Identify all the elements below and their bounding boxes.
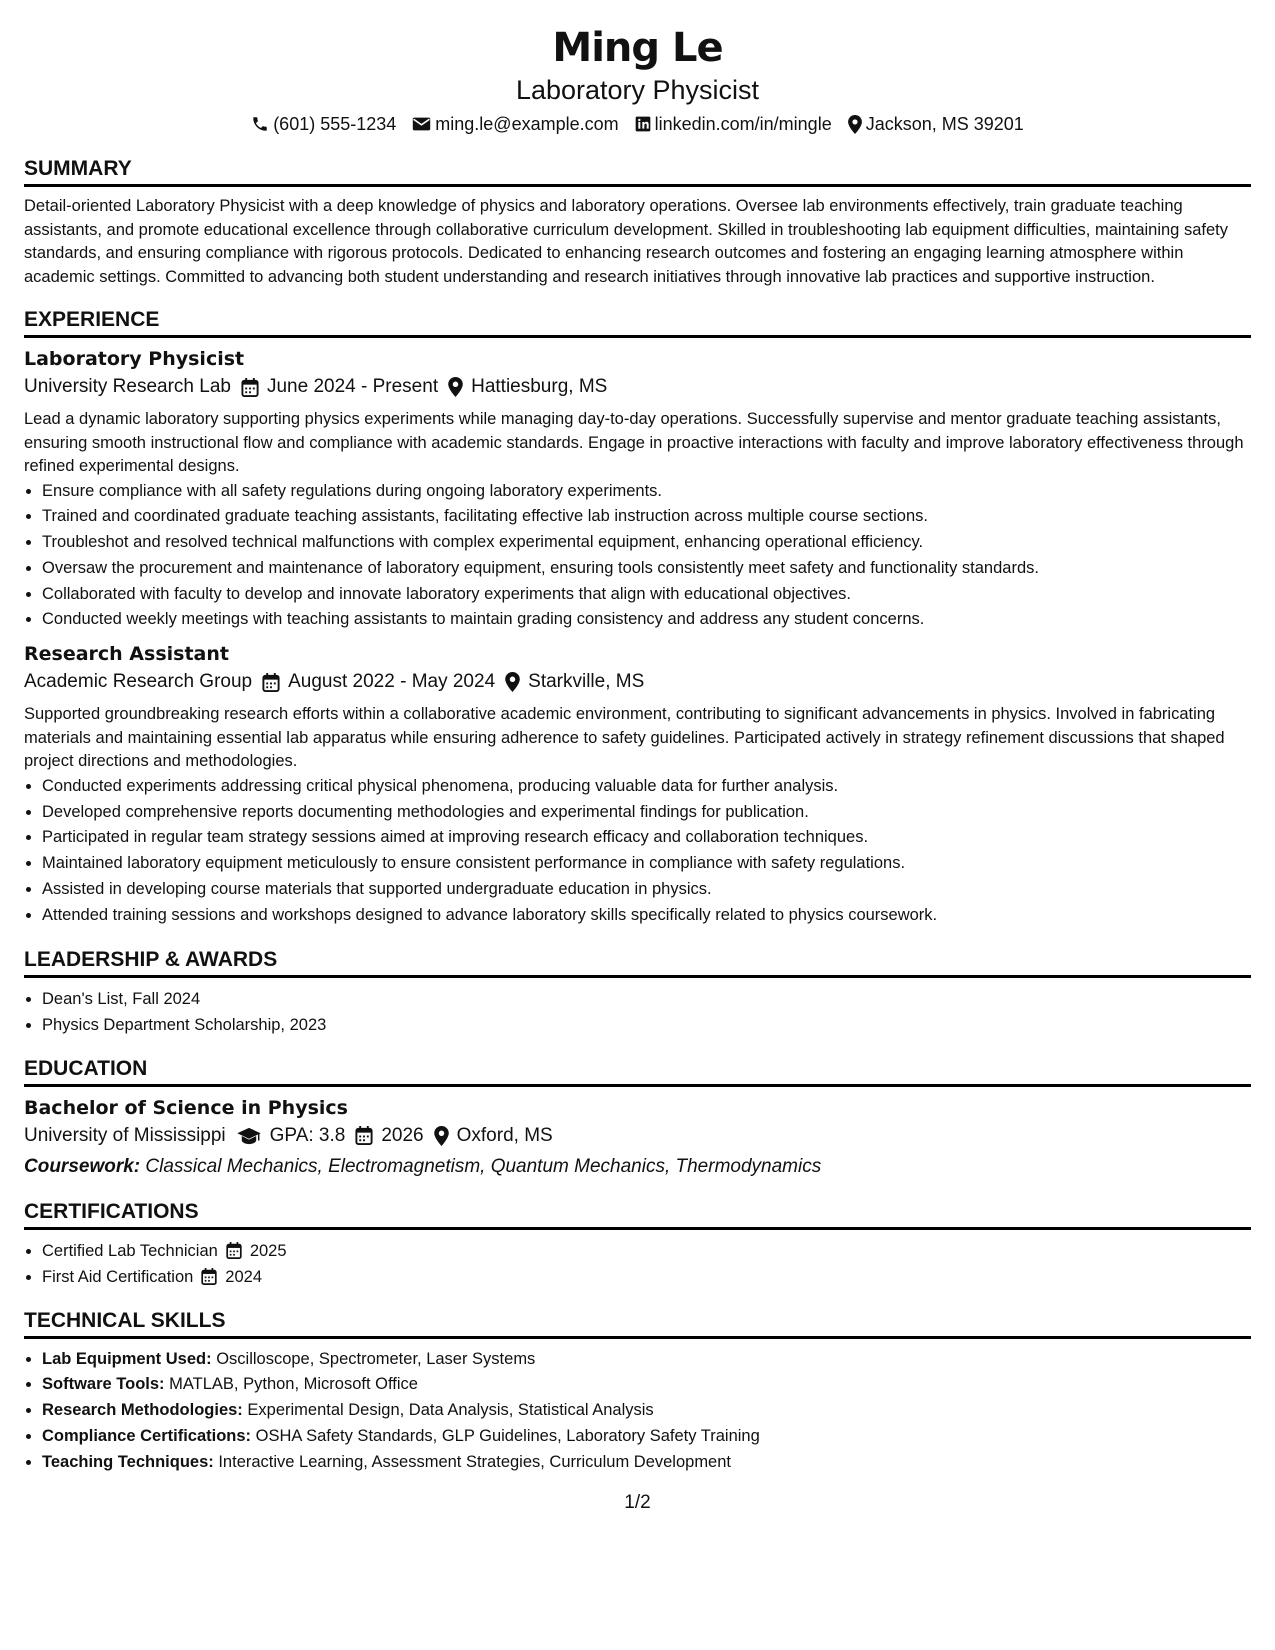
skill-value: Experimental Design, Data Analysis, Statistical Analysis [247,1401,654,1420]
list-item: • Ensure compliance with all safety regulations during ongoing laboratory experiments. [42,479,1251,505]
job-org: Academic Research Group [24,671,253,693]
job-description: Lead a dynamic laboratory supporting physics experiments while managing day-to-day operations. Successfully supervise and mentor graduate teaching assistants, ensuring smooth instructional flow and compliance with academic standards. Engage in proactive interactions with faculty and improve laboratory effectiveness through refined experimental designs. [24,410,1244,475]
candidate-name: Ming Le [552,25,723,71]
list-item [42,1424,1251,1450]
experience-heading: EXPERIENCE [24,307,1251,338]
graduation-cap-icon [236,1127,262,1145]
calendar-icon [201,1268,217,1285]
list-item: • Developed comprehensive reports documenting methodologies and experimental findings for publication. [42,800,1251,826]
job-meta [24,667,1251,697]
coursework-line [24,1153,1251,1181]
job-entry [24,346,1251,633]
job-dates: June 2024 - Present [266,376,439,397]
list-item: • Conducted experiments addressing critical physical phenomena, producing valuable data for further analysis. [42,774,1251,800]
list-item: • Oversaw the procurement and maintenance of laboratory equipment, ensuring tools consistently meet safety and functionality standards. [42,556,1251,582]
cert-name: • First Aid Certification [42,1267,194,1286]
contact-linkedin[interactable] [635,112,832,136]
calendar-icon [226,1242,242,1259]
job-location: Starkville, MS [528,671,645,693]
job-bullets [24,479,1251,634]
list-item [42,1398,1251,1424]
list-item: • Assisted in developing course materials that supported undergraduate education in physics. [42,877,1251,903]
coursework-text: Classical Mechanics, Electromagnetism, Quantum Mechanics, Thermodynamics [145,1155,822,1177]
list-item: • Participated in regular team strategy sessions aimed at improving research efficacy and collaboration techniques. [42,825,1251,851]
skill-label: Teaching Techniques: [42,1452,214,1471]
email-text: ming.le@example.com [435,114,619,134]
job-description: Supported groundbreaking research efforts within a collaborative academic environment, contributing to significant advancements in physics. Involved in fabricating materials and maintaining essential lab apparatus while ensuring adherence to safety guidelines. Participated actively in strategy refinement discussions that shaped project directions and methodologies. [24,705,1225,771]
contact-phone[interactable] [251,112,396,136]
skills-list [24,1347,1251,1476]
coursework-label: Coursework: [24,1155,141,1177]
job-org: University Research Lab [24,376,231,397]
calendar-icon [355,1126,373,1145]
certifications-list [24,1238,1251,1290]
linkedin-text: linkedin.com/in/mingle [654,114,832,134]
leadership-heading: LEADERSHIP & AWARDS [24,947,1251,978]
map-pin-icon [848,115,862,134]
map-pin-icon [448,377,463,397]
contact-email[interactable] [412,112,618,136]
job-entry [24,641,1251,928]
list-item: • Conducted weekly meetings with teaching assistants to maintain grading consistency and address any student concerns. [42,607,1251,633]
skill-value: OSHA Safety Standards, GLP Guidelines, Laboratory Safety Training [255,1426,760,1445]
contact-location [848,112,1024,136]
job-title: Laboratory Physicist [24,348,245,370]
education-heading: EDUCATION [24,1056,1251,1087]
cert-year: 2025 [249,1241,287,1260]
phone-text: (601) 555-1234 [273,114,397,134]
job-bullets [24,774,1251,929]
map-pin-icon [505,672,520,692]
cert-year: 2024 [225,1267,263,1286]
job-title: Research Assistant [24,643,229,666]
list-item [42,1238,1251,1264]
school-location: Oxford, MS [456,1124,553,1146]
leadership-list [24,986,1251,1038]
envelope-icon [412,116,431,132]
contact-bar [24,112,1251,136]
list-item [42,1347,1251,1373]
graduation-year: 2026 [381,1124,424,1146]
skill-value: MATLAB, Python, Microsoft Office [169,1375,418,1394]
list-item: • Trained and coordinated graduate teaching assistants, facilitating effective lab instruction across multiple course sections. [42,504,1251,530]
job-meta [24,372,1251,402]
list-item: • Maintained laboratory equipment meticulously to ensure consistent performance in compliance with safety regulations. [42,851,1251,877]
skill-label: Compliance Certifications: [42,1426,252,1445]
location-text: Jackson, MS 39201 [865,114,1024,134]
cert-name: • Certified Lab Technician [42,1241,218,1260]
skill-label: Research Methodologies: [42,1401,243,1420]
job-dates: August 2022 - May 2024 [288,671,496,693]
degree-title: Bachelor of Science in Physics [24,1096,348,1119]
candidate-role: Laboratory Physicist [515,75,760,105]
calendar-icon [262,673,280,692]
skill-label: Lab Equipment Used: [42,1349,212,1368]
job-location: Hattiesburg, MS [471,376,608,397]
skill-value: Interactive Learning, Assessment Strategies, Curriculum Development [218,1452,731,1471]
list-item [42,1264,1251,1290]
list-item: • Attended training sessions and workshops designed to advance laboratory skills specifically related to physics coursework. [42,903,1251,929]
skill-label: Software Tools: [42,1375,165,1394]
page-number: 1/2 [624,1492,651,1513]
summary-text: Detail-oriented Laboratory Physicist with a deep knowledge of physics and laboratory operations. Oversee lab environments effectively, train graduate teaching assistants, and promote educational excellence through collaborative curriculum development. Skilled in troubleshooting lab equipment difficulties, maintaining safety standards, and ensuring compliance with rigorous protocols. Dedicated to enhancing research outcomes and fostering an engaging learning atmosphere within academic settings. Committed to advancing both student understanding and research initiatives through innovative lab practices and supportive instruction. [24,197,1228,286]
skill-value: Oscilloscope, Spectrometer, Laser Systems [216,1349,536,1368]
linkedin-icon [635,116,651,132]
list-item: • Dean's List, Fall 2024 [42,986,1251,1012]
list-item [42,1372,1251,1398]
school-name: University of Mississippi [24,1124,226,1146]
phone-icon [251,115,269,133]
gpa-text: GPA: 3.8 [269,1124,346,1146]
skills-heading: TECHNICAL SKILLS [24,1308,1251,1339]
list-item: • Collaborated with faculty to develop and innovate laboratory experiments that align with educational objectives. [42,582,1251,608]
certifications-heading: CERTIFICATIONS [24,1199,1251,1230]
list-item: • Troubleshot and resolved technical malfunctions with complex experimental equipment, enhancing operational efficiency. [42,530,1251,556]
summary-heading: SUMMARY [24,156,1251,187]
list-item: • Physics Department Scholarship, 2023 [42,1012,1251,1038]
calendar-icon [241,378,259,397]
map-pin-icon [434,1126,449,1146]
list-item [42,1450,1251,1476]
education-meta [24,1121,1251,1151]
